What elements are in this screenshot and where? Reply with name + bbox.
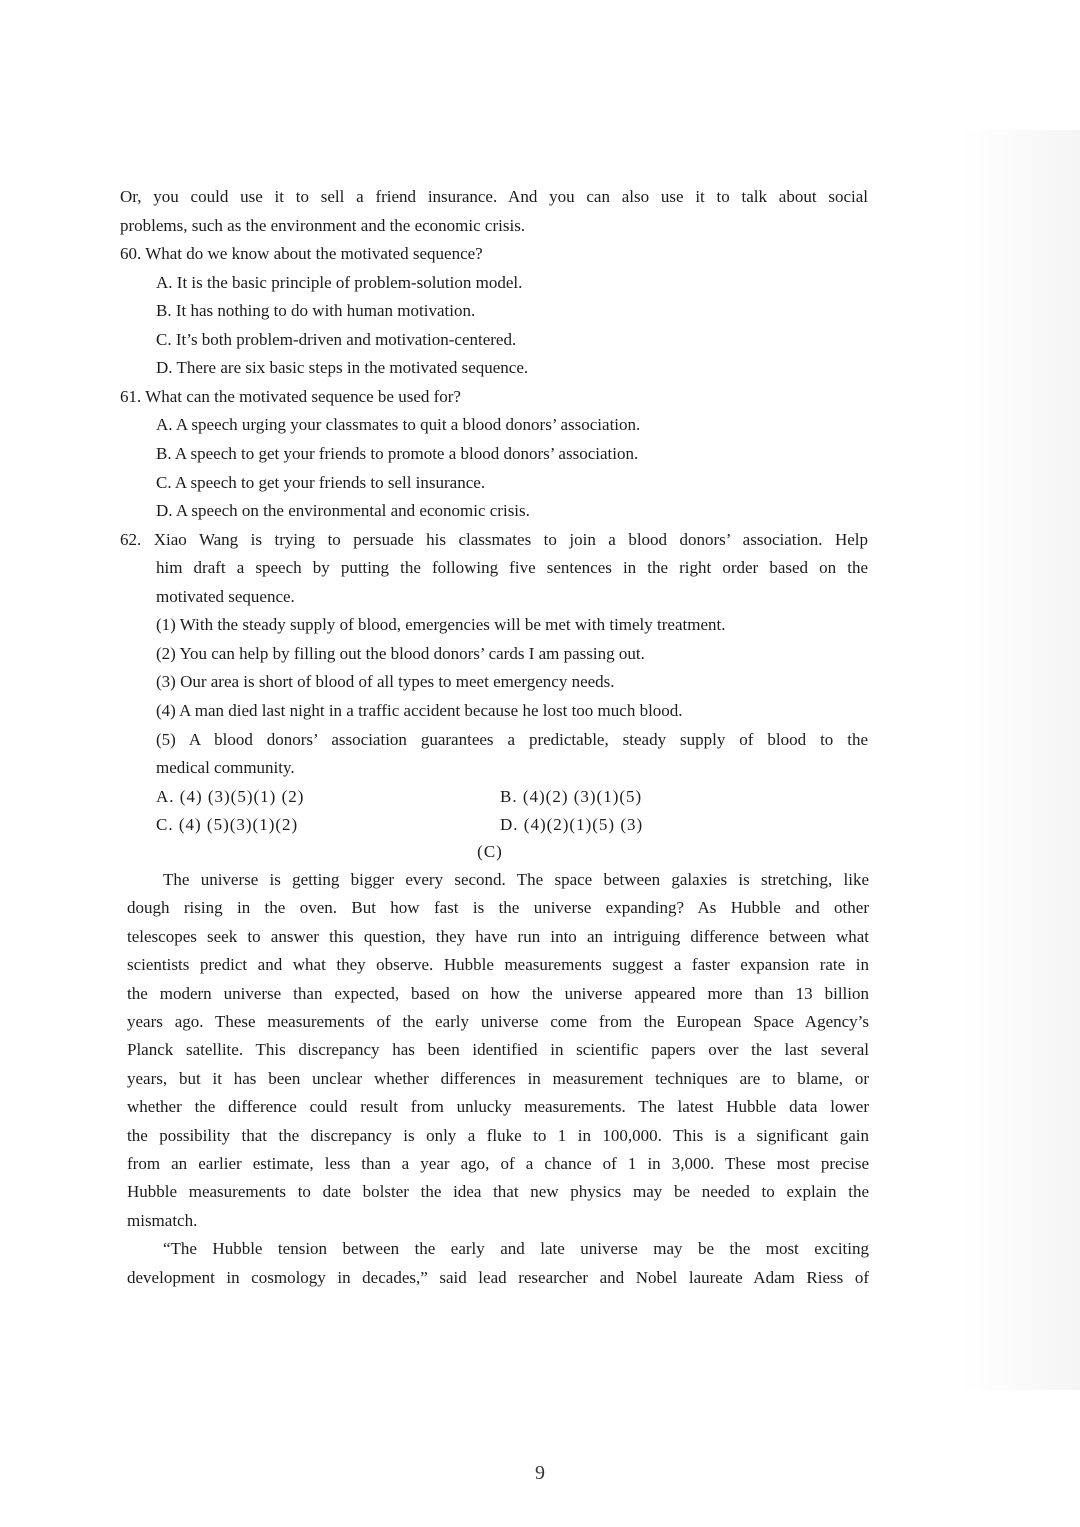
option-a: A. A speech urging your classmates to quit a blood donors’ association. — [156, 415, 641, 435]
choice-d: D. (4)(2)(1)(5) (3) — [500, 815, 644, 835]
passage-line: Hubble measurements to date bolster the idea that new physics may be needed to explain the — [127, 1182, 869, 1202]
option-d: D. A speech on the environmental and economic crisis. — [156, 501, 530, 521]
question-62 — [120, 526, 868, 840]
passage-paragraph-1 — [127, 866, 869, 1235]
sentence-5-line: (5) A blood donors’ association guarantees a predictable, steady supply of blood to the — [156, 729, 868, 749]
passage-line: the possibility that the discrepancy is only a fluke to 1 in 100,000. This is a significant gain — [127, 1125, 869, 1145]
question-number: 60. — [120, 244, 142, 263]
passage-line: telescopes seek to answer this question, they have run into an intriguing difference between what — [127, 926, 869, 946]
question-stem-line: him draft a speech by putting the following five sentences in the right order based on the — [156, 558, 868, 578]
sentence-4: (4) A man died last night in a traffic accident because he lost too much blood. — [156, 701, 683, 721]
passage-line: scientists predict and what they observe. Hubble measurements suggest a faster expansion rate in — [127, 955, 869, 975]
passage-line: whether the difference could result from unlucky measurements. The latest Hubble data lower — [127, 1097, 869, 1117]
passage-line: years, but it has been unclear whether differences in measurement techniques are to blame, or — [127, 1068, 869, 1088]
section-label: (C) — [477, 842, 503, 861]
option-b: B. A speech to get your friends to promote a blood donors’ association. — [156, 443, 639, 463]
sentence-2: (2) You can help by filling out the blood donors’ cards I am passing out. — [156, 643, 645, 663]
passage-line: dough rising in the oven. But how fast is the universe expanding? As Hubble and other — [127, 898, 869, 918]
sentence-5-line: medical community. — [156, 758, 295, 778]
passage-paragraph-2 — [127, 1235, 869, 1292]
passage-line: the modern universe than expected, based on how the universe appeared more than 13 billion — [127, 983, 869, 1003]
question-stem: What can the motivated sequence be used for? — [145, 386, 461, 406]
passage-line: development in cosmology in decades,” said lead researcher and Nobel laureate Adam Riess of — [127, 1267, 869, 1287]
question-stem: What do we know about the motivated sequence? — [145, 244, 483, 263]
sentence-1: (1) With the steady supply of blood, emergencies will be met with timely treatment. — [156, 615, 726, 635]
question-stem-line: motivated sequence. — [156, 586, 295, 606]
option-b: B. It has nothing to do with human motivation. — [156, 301, 476, 321]
sentence-3: (3) Our area is short of blood of all types to meet emergency needs. — [156, 672, 615, 692]
intro-line: Or, you could use it to sell a friend insurance. And you can also use it to talk about social — [120, 187, 868, 206]
choice-b: B. (4)(2) (3)(1)(5) — [500, 786, 643, 806]
question-number: 62. — [120, 529, 142, 549]
answer-choices — [120, 783, 868, 840]
passage-line: years ago. These measurements of the early universe come from the European Space Agency’s — [127, 1012, 869, 1032]
option-c: C. A speech to get your friends to sell insurance. — [156, 472, 486, 492]
scan-shadow — [960, 130, 1080, 1390]
passage-line: The universe is getting bigger every second. The space between galaxies is stretching, like — [163, 870, 869, 889]
question-number: 61. — [120, 386, 142, 406]
question-stem-line: Xiao Wang is trying to persuade his classmates to join a blood donors’ association. Help — [153, 529, 868, 549]
question-61 — [120, 383, 868, 526]
passage-line: “The Hubble tension between the early and late universe may be the most exciting — [163, 1239, 869, 1259]
choice-a: A. (4) (3)(5)(1) (2) — [156, 786, 305, 806]
choice-c: C. (4) (5)(3)(1)(2) — [156, 815, 299, 835]
reading-passage — [127, 866, 869, 1292]
intro-line: problems, such as the environment and the economic crisis. — [120, 215, 526, 235]
page-number: 9 — [535, 1462, 545, 1484]
passage-line: from an earlier estimate, less than a year ago, of a chance of 1 in 3,000. These most precise — [127, 1154, 869, 1174]
passage-line: Planck satellite. This discrepancy has been identified in scientific papers over the last several — [127, 1040, 869, 1060]
option-d: D. There are six basic steps in the motivated sequence. — [156, 358, 529, 378]
question-60 — [120, 240, 868, 383]
question-block — [120, 183, 868, 840]
passage-line: mismatch. — [127, 1210, 198, 1230]
option-c: C. It’s both problem-driven and motivation-centered. — [156, 329, 517, 349]
option-a: A. It is the basic principle of problem-solution model. — [156, 272, 523, 292]
